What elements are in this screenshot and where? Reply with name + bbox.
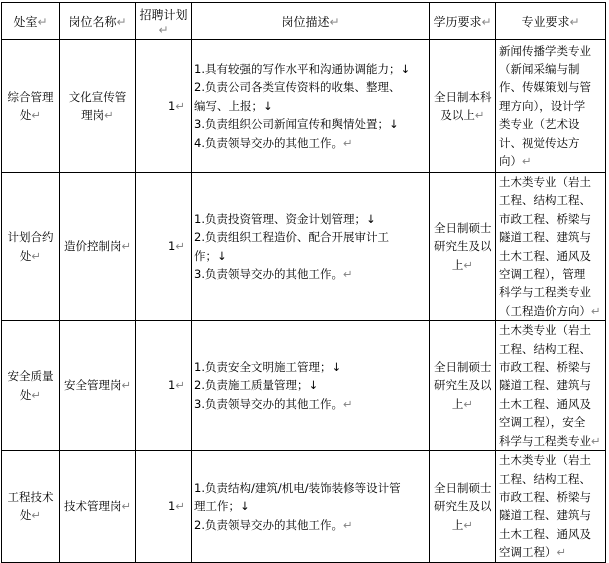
desc-cell-line: 3.负责组织公司新闻宣传和舆情处置；↓ xyxy=(194,117,399,132)
paragraph-mark: ↵ xyxy=(31,108,42,122)
paragraph-mark: ↵ xyxy=(463,257,474,272)
paragraph-mark: ↵ xyxy=(591,303,601,318)
header-edu: 学历要求↵ xyxy=(430,3,496,40)
major-cell-line: 土木类专业（岩土 xyxy=(499,175,591,189)
paragraph-mark: ↵ xyxy=(31,387,42,402)
major-cell-line: 科学与工程类专业↵ xyxy=(499,433,601,448)
table-row xyxy=(2,40,606,173)
header-name: 岗位名称↵ xyxy=(60,3,136,40)
edu-cell-line: 上↵ xyxy=(451,517,474,532)
paragraph-mark: ↵ xyxy=(104,108,114,122)
header-row xyxy=(2,3,606,40)
major-cell-line: 工程、结构工程、 xyxy=(499,471,591,486)
count-value: 1 xyxy=(168,499,176,514)
major-cell-line: 土木工程、通风及 xyxy=(499,396,591,411)
major-cell-line: 科学与工程类专业 xyxy=(499,285,591,300)
dept-cell xyxy=(2,451,60,562)
desc-cell xyxy=(192,40,430,173)
major-cell xyxy=(496,40,606,173)
major-cell-line: 新闻传播学类专业 xyxy=(499,43,591,58)
desc-cell-line: 2.负责领导交办的其他工作。↵ xyxy=(194,517,353,532)
desc-cell-line: 作；↓ xyxy=(194,248,227,263)
dept-cell-line: 处↵ xyxy=(19,508,42,523)
desc-cell-line: 4.负责领导交办的其他工作。↵ xyxy=(194,135,353,150)
dept-cell-line: 安全质量 xyxy=(7,369,54,384)
major-cell-line: 隧道工程、建筑与 xyxy=(499,378,591,393)
desc-cell-line: 理工作；↓ xyxy=(194,499,250,514)
desc-cell-line: 1.负责结构/建筑/机电/装饰装修等设计管 xyxy=(194,480,401,495)
paragraph-mark: ↵ xyxy=(556,545,567,560)
paragraph-mark: ↵ xyxy=(463,517,474,532)
edu-cell-line: 全日制硕士 xyxy=(434,480,492,495)
major-cell-line: 工程、结构工程、 xyxy=(499,341,591,356)
desc-cell-line: 2.负责公司各类宣传资料的收集、整理、 xyxy=(194,80,401,95)
major-cell-line: 向）↵ xyxy=(499,154,532,169)
count-value: 1 xyxy=(168,378,176,393)
major-cell-line: 工程、结构工程、 xyxy=(499,193,591,208)
header-major: 专业要求↵ xyxy=(496,3,606,40)
major-cell-line: 空调工程）↵ xyxy=(499,545,567,560)
major-cell-line: 土木工程、通风及 xyxy=(499,248,591,263)
desc-cell-line: 2.负责施工质量管理；↓ xyxy=(194,378,319,393)
major-cell-line: 类专业（艺术设 xyxy=(499,117,580,132)
major-cell-line: 隧道工程、建筑与 xyxy=(499,230,591,245)
dept-cell-line: 处↵ xyxy=(19,248,42,263)
major-cell-line: 计、视觉传达方 xyxy=(499,135,580,150)
table-row xyxy=(2,321,606,451)
job-name-cell xyxy=(60,40,136,173)
paragraph-mark: ↵ xyxy=(474,108,485,122)
job-name-cell xyxy=(60,451,136,562)
recruitment-table xyxy=(1,2,606,563)
paragraph-mark: ↵ xyxy=(175,499,185,514)
major-cell-line: 土木类专业（岩土 xyxy=(499,323,591,338)
major-cell-line: （新闻采编与制 xyxy=(499,61,580,76)
paragraph-mark: ↵ xyxy=(463,396,474,411)
dept-cell xyxy=(2,173,60,321)
edu-cell xyxy=(430,321,496,451)
major-cell xyxy=(496,451,606,562)
desc-cell xyxy=(192,451,430,562)
desc-cell-line: 1.负责安全文明施工管理；↓ xyxy=(194,359,342,374)
edu-cell-line: 研究生及以 xyxy=(434,378,492,393)
paragraph-mark: ↵ xyxy=(121,239,132,254)
major-cell-line: 市政工程、桥梁与 xyxy=(499,360,591,375)
edu-cell-line: 上↵ xyxy=(451,257,474,272)
edu-cell xyxy=(430,40,496,173)
desc-cell-line: 2.负责组织工程造价、配合开展审计工 xyxy=(194,230,389,245)
table-row xyxy=(2,173,606,321)
dept-cell-line: 处↵ xyxy=(19,387,42,402)
edu-cell xyxy=(430,173,496,321)
desc-cell-line: 1.具有较强的写作水平和沟通协调能力；↓ xyxy=(194,61,411,76)
edu-cell-line: 及以上↵ xyxy=(440,108,485,122)
dept-cell-line: 计划合约 xyxy=(7,230,54,245)
job-name-cell-line: 理岗↵ xyxy=(81,108,114,122)
edu-cell-line: 研究生及以 xyxy=(434,239,492,254)
paragraph-mark: ↵ xyxy=(591,433,601,448)
major-cell-line: 理方向），设计学 xyxy=(499,98,586,113)
paragraph-mark: ↵ xyxy=(342,517,353,532)
major-cell-line: 空调工程），管理 xyxy=(499,267,586,282)
major-cell-line: 土木类专业（岩土 xyxy=(499,453,591,468)
major-cell-line: 隧道工程、建筑与 xyxy=(499,508,591,523)
paragraph-mark: ↵ xyxy=(342,396,353,411)
count-value: 1 xyxy=(168,98,176,113)
desc-cell-line: 3.负责领导交办的其他工作。↵ xyxy=(194,396,353,411)
header-count: 招聘计划↵ xyxy=(136,3,192,40)
major-cell-line: 市政工程、桥梁与 xyxy=(499,489,591,504)
count-cell xyxy=(136,173,192,321)
desc-cell-line: 编写、上报；↓ xyxy=(194,98,273,113)
dept-cell xyxy=(2,40,60,173)
count-cell xyxy=(136,40,192,173)
job-name-cell xyxy=(60,173,136,321)
major-cell-line: 空调工程），安全 xyxy=(499,415,586,430)
dept-cell-line: 处↵ xyxy=(19,108,42,122)
paragraph-mark: ↵ xyxy=(342,267,353,282)
desc-cell xyxy=(192,321,430,451)
paragraph-mark: ↵ xyxy=(175,98,185,113)
edu-cell-line: 全日制硕士 xyxy=(434,220,492,235)
paragraph-mark: ↵ xyxy=(522,154,532,169)
header-dept: 处室↵ xyxy=(2,3,60,40)
paragraph-mark: ↵ xyxy=(175,378,185,393)
job-name-cell-line: 安全管理岗↵ xyxy=(64,378,132,393)
dept-cell xyxy=(2,321,60,451)
dept-cell-line: 综合管理 xyxy=(7,89,54,104)
edu-cell xyxy=(430,451,496,562)
header-desc: 岗位描述↵ xyxy=(192,3,430,40)
paragraph-mark: ↵ xyxy=(121,378,132,393)
major-cell xyxy=(496,173,606,321)
job-name-cell xyxy=(60,321,136,451)
job-name-cell-line: 技术管理岗↵ xyxy=(64,499,132,514)
count-value: 1 xyxy=(168,239,176,254)
major-cell xyxy=(496,321,606,451)
paragraph-mark: ↵ xyxy=(342,135,353,150)
edu-cell-line: 上↵ xyxy=(451,396,474,411)
edu-cell-line: 研究生及以 xyxy=(434,499,492,514)
dept-cell-line: 工程技术 xyxy=(7,489,54,504)
count-cell xyxy=(136,451,192,562)
desc-cell xyxy=(192,173,430,321)
job-name-cell-line: 文化宣传管 xyxy=(68,89,127,104)
paragraph-mark: ↵ xyxy=(121,499,132,514)
paragraph-mark: ↵ xyxy=(31,248,42,263)
major-cell-line: 市政工程、桥梁与 xyxy=(499,211,591,226)
edu-cell-line: 全日制硕士 xyxy=(434,359,492,374)
major-cell-line: （工程造价方向）↵ xyxy=(499,303,601,318)
paragraph-mark: ↵ xyxy=(31,508,42,523)
edu-cell-line: 全日制本科 xyxy=(434,89,492,104)
desc-cell-line: 1.负责投资管理、资金计划管理；↓ xyxy=(194,211,376,226)
major-cell-line: 土木工程、通风及 xyxy=(499,526,591,541)
paragraph-mark: ↵ xyxy=(175,239,185,254)
desc-cell-line: 3.负责领导交办的其他工作。↵ xyxy=(194,267,353,282)
major-cell-line: 作、传媒策划与管 xyxy=(499,80,591,95)
table-row xyxy=(2,451,606,562)
job-name-cell-line: 造价控制岗↵ xyxy=(64,239,132,254)
count-cell xyxy=(136,321,192,451)
